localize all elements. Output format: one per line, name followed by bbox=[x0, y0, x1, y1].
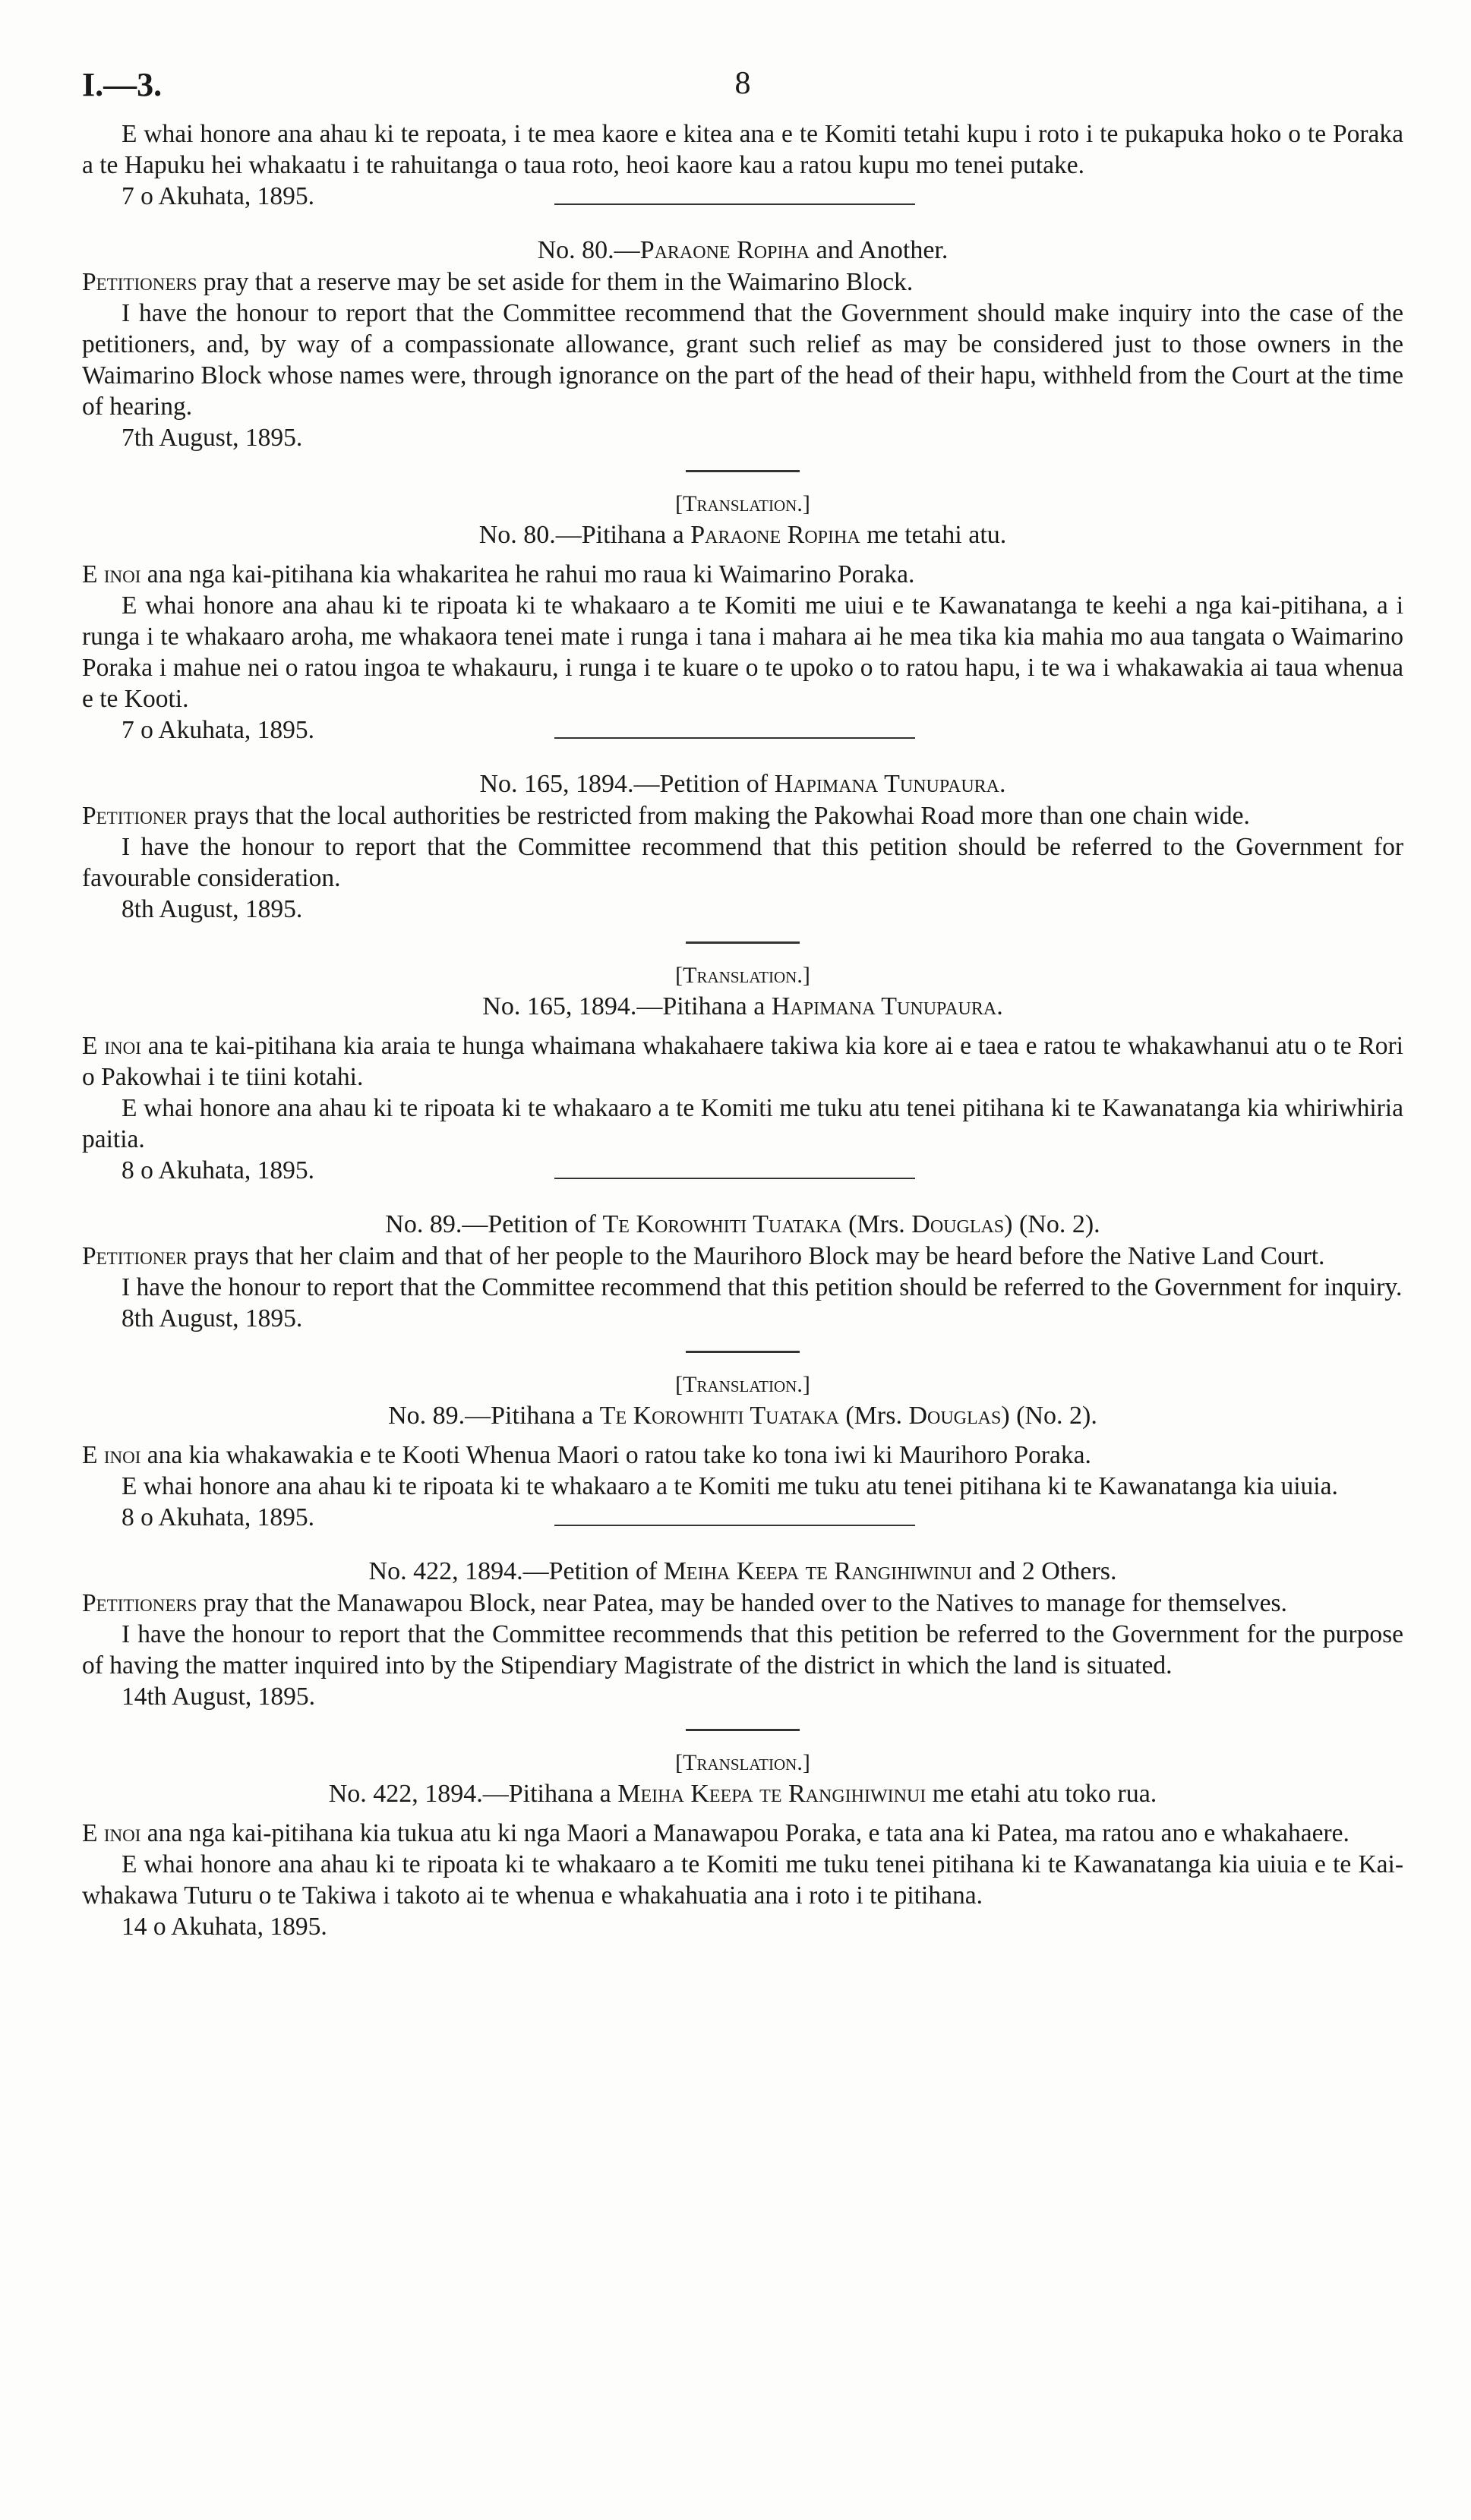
translation-report: E whai honore ana ahau ki te ripoata ki te whakaaro a te Komiti me tuku tenei pitihana ki te Kawanatanga kia uiuia e te Kai-whakawa Tuturu o te Takiwa i takoto ai te whenua e whakahuatia ana i roto i te pitihana. bbox=[82, 1850, 1403, 1910]
section-divider bbox=[554, 203, 915, 205]
page-number: 8 bbox=[734, 66, 751, 101]
translation-prayer: E inoi ana nga kai-pitihana kia tukua atu ki nga Maori a Manawapou Poraka, e tata ana ki Patea, ma ratou ano e whakahaere. bbox=[82, 1819, 1349, 1847]
translation-prayer: E inoi ana kia whakawakia e te Kooti Whenua Maori o ratou take ko tona iwi ki Maurihoro Poraka. bbox=[82, 1441, 1091, 1469]
intro-date: 7 o Akuhata, 1895. bbox=[122, 182, 315, 210]
translation-date: 8 o Akuhata, 1895. bbox=[122, 1156, 315, 1184]
committee-report: I have the honour to report that the Committee recommend that the Government should make inquiry into the case of the petitioners, and, by way of a compassionate allowance, grant such relief as may be considered just to those owners in the Waimarino Block whose names were, through ignorance on the part of the head of their hapu, withheld from the Court at the time of hearing. bbox=[82, 299, 1403, 421]
page-header bbox=[82, 65, 1403, 118]
section-divider bbox=[554, 1525, 915, 1526]
section-divider bbox=[554, 1178, 915, 1179]
translation-date-row bbox=[82, 1502, 1403, 1533]
translation-label: [Translation.] bbox=[675, 491, 810, 516]
committee-report: I have the honour to report that the Committee recommend that this petition should be referred to the Government for favourable consideration. bbox=[82, 833, 1403, 892]
intro-paragraph: E whai honore ana ahau ki te repoata, i te mea kaore e kitea ana e te Komiti tetahi kupu i roto i te pukapuka hoko o te Poraka a te Hapuku hei whakaatu i te rahuitanga o taua roto, heoi kaore kau a ratou kupu mo tenei putake. bbox=[82, 120, 1403, 179]
translation-label: [Translation.] bbox=[675, 1372, 810, 1397]
section-code: I.—3. bbox=[82, 66, 163, 103]
translation-heading: No. 89.—Pitihana a Te Korowhiti Tuataka (Mrs. Douglas) (No. 2). bbox=[388, 1402, 1097, 1430]
petition-prayer: Petitioner prays that the local authorities be restricted from making the Pakowhai Road more than one chain wide. bbox=[82, 802, 1250, 830]
translation-report: E whai honore ana ahau ki te ripoata ki te whakaaro a te Komiti me uiui e te Kawanatanga te keehi a nga kai-pitihana, a i runga i te whakaaro aroha, me whakaora tenei mate i runga i tana i mahara ai he mea tika kia mahia mo aua tangata o Waimarino Poraka i mahue nei o ratou ingoa te whakauru, i runga i te kuare o te upoko o to ratou hapu, i te wa i whakawakia ai taua whenua e te Kooti. bbox=[82, 591, 1403, 713]
translation-heading: No. 165, 1894.—Pitihana a Hapimana Tunupaura. bbox=[482, 992, 1003, 1020]
petition-heading: No. 89.—Petition of Te Korowhiti Tuataka (Mrs. Douglas) (No. 2). bbox=[385, 1210, 1100, 1238]
translation-report: E whai honore ana ahau ki te ripoata ki te whakaaro a te Komiti me tuku atu tenei pitihana ki te Kawanatanga kia whiriwhiria paitia. bbox=[82, 1094, 1403, 1153]
report-date: 7th August, 1895. bbox=[122, 424, 303, 452]
petition-heading: No. 422, 1894.—Petition of Meiha Keepa te Rangihiwinui and 2 Others. bbox=[368, 1557, 1117, 1585]
petition-heading: No. 80.—Paraone Ropiha and Another. bbox=[537, 236, 949, 264]
report-date: 14th August, 1895. bbox=[122, 1683, 315, 1711]
translation-label: [Translation.] bbox=[675, 1750, 810, 1775]
translation-label: [Translation.] bbox=[675, 963, 810, 988]
translation-date: 7 o Akuhata, 1895. bbox=[122, 716, 315, 744]
translation-report: E whai honore ana ahau ki te ripoata ki te whakaaro a te Komiti me tuku atu tenei pitihana ki te Kawanatanga kia uiuia. bbox=[122, 1472, 1338, 1500]
section-divider bbox=[554, 737, 915, 739]
translation-date: 14 o Akuhata, 1895. bbox=[122, 1913, 327, 1941]
translation-heading: No. 422, 1894.—Pitihana a Meiha Keepa te Rangihiwinui me etahi atu toko rua. bbox=[328, 1780, 1157, 1808]
translation-date-row bbox=[82, 1155, 1403, 1186]
report-date: 8th August, 1895. bbox=[122, 1304, 303, 1333]
translation-heading: No. 80.—Pitihana a Paraone Ropiha me tetahi atu. bbox=[478, 521, 1007, 549]
report-date: 8th August, 1895. bbox=[122, 895, 303, 923]
translation-prayer: E inoi ana nga kai-pitihana kia whakaritea he rahui mo raua ki Waimarino Poraka. bbox=[82, 560, 915, 588]
intro-date-row bbox=[82, 181, 1403, 212]
petition-prayer: Petitioners pray that a reserve may be set aside for them in the Waimarino Block. bbox=[82, 268, 914, 296]
translation-prayer: E inoi ana te kai-pitihana kia araia te hunga whaimana whakahaere takiwa kia kore ai e taea e ratou te whakawhanui atu o te Rori o Pakowhai i te tiini kotahi. bbox=[82, 1032, 1403, 1091]
committee-report: I have the honour to report that the Committee recommend that this petition should be referred to the Government for inquiry. bbox=[122, 1273, 1403, 1301]
petition-heading: No. 165, 1894.—Petition of Hapimana Tunupaura. bbox=[479, 770, 1006, 798]
translation-date: 8 o Akuhata, 1895. bbox=[122, 1503, 315, 1531]
document-page bbox=[82, 65, 1403, 1942]
committee-report: I have the honour to report that the Committee recommends that this petition be referred to the Government for the purpose of having the matter inquired into by the Stipendiary Magistrate of the district in which the land is situated. bbox=[82, 1620, 1403, 1679]
petition-prayer: Petitioners pray that the Manawapou Block, near Patea, may be handed over to the Natives to manage for themselves. bbox=[82, 1589, 1287, 1617]
translation-date-row bbox=[82, 714, 1403, 746]
petition-prayer: Petitioner prays that her claim and that of her people to the Maurihoro Block may be heard before the Native Land Court. bbox=[82, 1242, 1325, 1270]
